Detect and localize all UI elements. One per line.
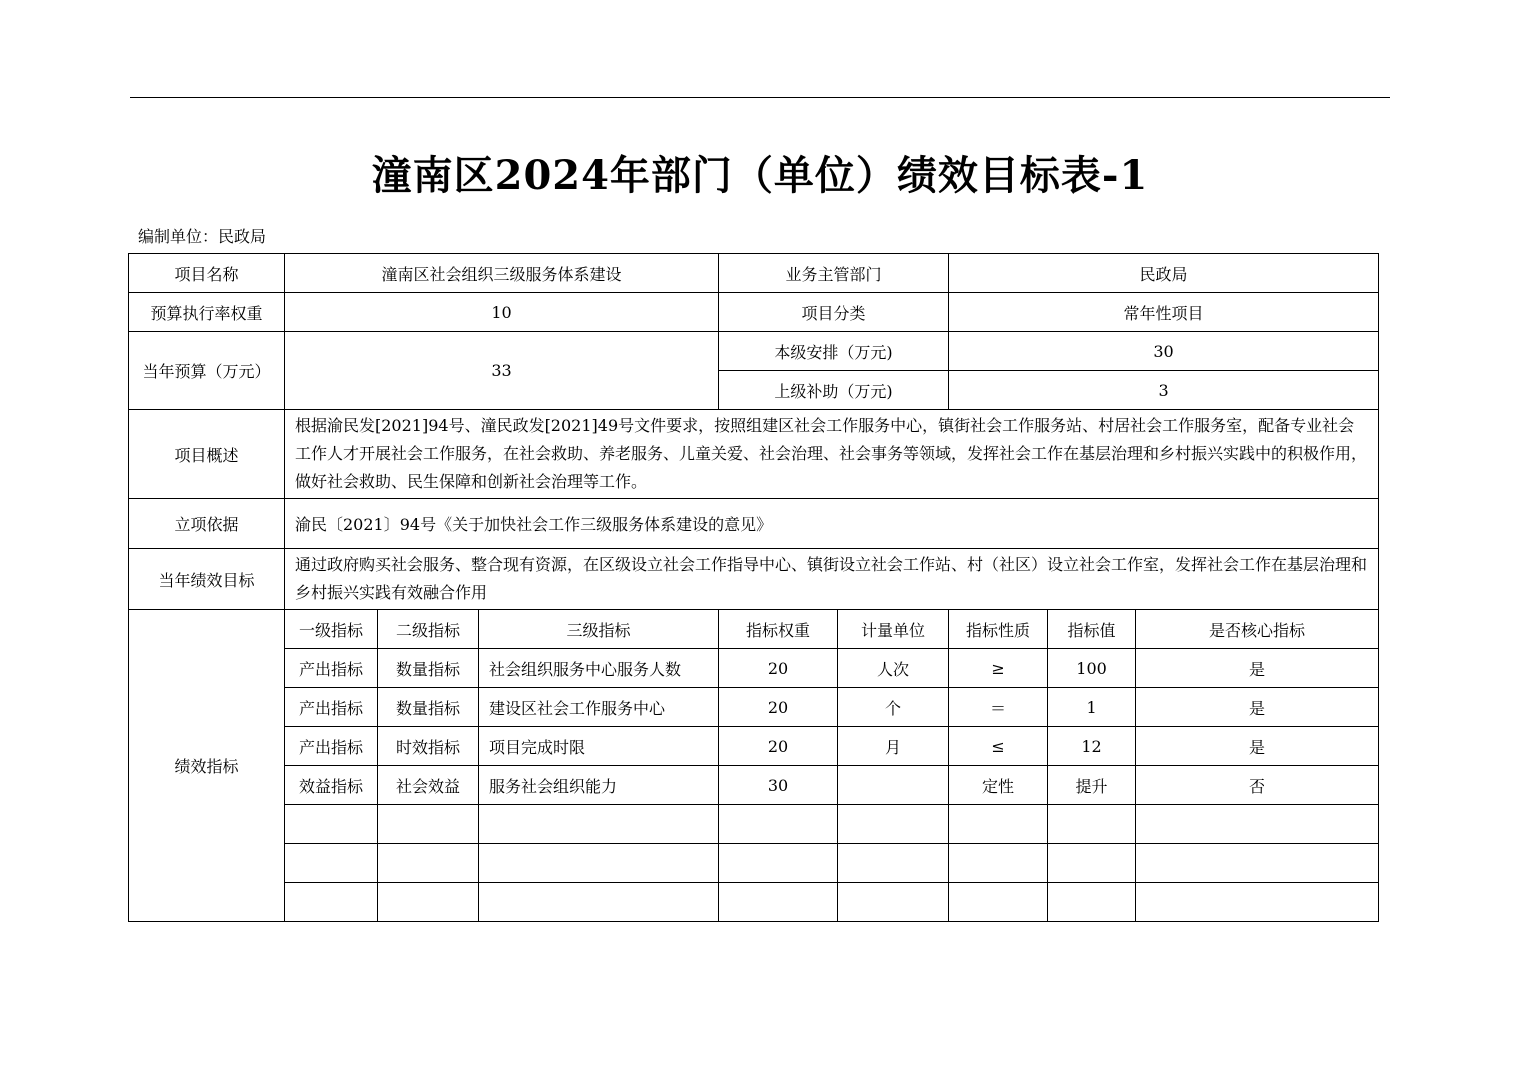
nature-cell: ≤ bbox=[949, 727, 1048, 766]
level2-cell: 数量指标 bbox=[378, 688, 479, 727]
weight-cell: 20 bbox=[719, 688, 838, 727]
indicator-row bbox=[129, 727, 1379, 766]
empty-cell bbox=[1048, 805, 1136, 844]
empty-cell bbox=[719, 805, 838, 844]
empty-indicator-row bbox=[129, 844, 1379, 883]
upper-subsidy-label: 上级补助（万元) bbox=[719, 371, 949, 410]
empty-cell bbox=[719, 844, 838, 883]
top-rule bbox=[130, 97, 1390, 98]
local-budget-label: 本级安排（万元) bbox=[719, 332, 949, 371]
empty-cell bbox=[838, 805, 949, 844]
project-name-label: 项目名称 bbox=[129, 254, 285, 293]
unit-cell: 个 bbox=[838, 688, 949, 727]
compiling-unit: 编制单位：民政局 bbox=[138, 227, 267, 246]
level3-cell: 项目完成时限 bbox=[479, 727, 719, 766]
empty-cell bbox=[285, 883, 378, 922]
basis-text: 渝民〔2021〕94号《关于加快社会工作三级服务体系建设的意见》 bbox=[285, 499, 1379, 549]
empty-cell bbox=[1048, 844, 1136, 883]
document-title: 潼南区2024年部门（单位）绩效目标表-1 bbox=[371, 152, 1149, 199]
header-nature: 指标性质 bbox=[949, 610, 1048, 649]
value-cell: 100 bbox=[1048, 649, 1136, 688]
overview-text: 根据渝民发[2021]94号、潼民政发[2021]49号文件要求，按照组建区社会工作服务中心，镇街社会工作服务站、村居社会工作服务室，配备专业社会工作人才开展社会工作服务，在社会救助、养老服务、儿童关爱、社会治理、社会事务等领域，发挥社会工作在基层治理和乡村振兴实践中的积极作用，做好社会救助、民生保障和创新社会治理等工作。 bbox=[285, 410, 1379, 499]
empty-cell bbox=[1048, 883, 1136, 922]
header-level2: 二级指标 bbox=[378, 610, 479, 649]
level1-cell: 产出指标 bbox=[285, 649, 378, 688]
header-unit: 计量单位 bbox=[838, 610, 949, 649]
level1-cell: 产出指标 bbox=[285, 727, 378, 766]
level1-cell: 产出指标 bbox=[285, 688, 378, 727]
empty-cell bbox=[378, 805, 479, 844]
empty-cell bbox=[378, 883, 479, 922]
basis-label: 立项依据 bbox=[129, 499, 285, 549]
empty-cell bbox=[719, 883, 838, 922]
indicator-row bbox=[129, 649, 1379, 688]
level3-cell: 社会组织服务中心服务人数 bbox=[479, 649, 719, 688]
empty-cell bbox=[1136, 883, 1379, 922]
value-cell: 1 bbox=[1048, 688, 1136, 727]
core-cell: 否 bbox=[1136, 766, 1379, 805]
budget-weight-value: 10 bbox=[285, 293, 719, 332]
empty-cell bbox=[949, 883, 1048, 922]
indicator-row bbox=[129, 766, 1379, 805]
empty-cell bbox=[285, 805, 378, 844]
empty-cell bbox=[479, 883, 719, 922]
overview-label: 项目概述 bbox=[129, 410, 285, 499]
local-budget-value: 30 bbox=[949, 332, 1379, 371]
empty-cell bbox=[1136, 844, 1379, 883]
level2-cell: 时效指标 bbox=[378, 727, 479, 766]
empty-cell bbox=[1136, 805, 1379, 844]
header-level3: 三级指标 bbox=[479, 610, 719, 649]
level3-cell: 服务社会组织能力 bbox=[479, 766, 719, 805]
core-cell: 是 bbox=[1136, 649, 1379, 688]
performance-table bbox=[128, 253, 1379, 922]
level3-cell: 建设区社会工作服务中心 bbox=[479, 688, 719, 727]
upper-subsidy-value: 3 bbox=[949, 371, 1379, 410]
empty-cell bbox=[838, 844, 949, 883]
level1-cell: 效益指标 bbox=[285, 766, 378, 805]
core-cell: 是 bbox=[1136, 727, 1379, 766]
empty-cell bbox=[949, 844, 1048, 883]
header-weight: 指标权重 bbox=[719, 610, 838, 649]
empty-cell bbox=[949, 805, 1048, 844]
budget-weight-label: 预算执行率权重 bbox=[129, 293, 285, 332]
indicators-section-label: 绩效指标 bbox=[129, 610, 285, 922]
header-core: 是否核心指标 bbox=[1136, 610, 1379, 649]
empty-cell bbox=[378, 844, 479, 883]
nature-cell: ＝ bbox=[949, 688, 1048, 727]
empty-cell bbox=[838, 883, 949, 922]
goal-text: 通过政府购买社会服务、整合现有资源，在区级设立社会工作指导中心、镇街设立社会工作站、村（社区）设立社会工作室，发挥社会工作在基层治理和乡村振兴实践有效融合作用 bbox=[285, 549, 1379, 610]
empty-indicator-row bbox=[129, 805, 1379, 844]
dept-value: 民政局 bbox=[949, 254, 1379, 293]
category-value: 常年性项目 bbox=[949, 293, 1379, 332]
weight-cell: 20 bbox=[719, 727, 838, 766]
core-cell: 是 bbox=[1136, 688, 1379, 727]
goal-label: 当年绩效目标 bbox=[129, 549, 285, 610]
empty-cell bbox=[479, 805, 719, 844]
header-value: 指标值 bbox=[1048, 610, 1136, 649]
annual-budget-label: 当年预算（万元） bbox=[129, 332, 285, 410]
category-label: 项目分类 bbox=[719, 293, 949, 332]
unit-cell bbox=[838, 766, 949, 805]
unit-cell: 月 bbox=[838, 727, 949, 766]
empty-indicator-row bbox=[129, 883, 1379, 922]
value-cell: 提升 bbox=[1048, 766, 1136, 805]
weight-cell: 30 bbox=[719, 766, 838, 805]
indicator-row bbox=[129, 688, 1379, 727]
annual-budget-value: 33 bbox=[285, 332, 719, 410]
project-name-value: 潼南区社会组织三级服务体系建设 bbox=[285, 254, 719, 293]
level2-cell: 数量指标 bbox=[378, 649, 479, 688]
dept-label: 业务主管部门 bbox=[719, 254, 949, 293]
nature-cell: ≥ bbox=[949, 649, 1048, 688]
empty-cell bbox=[479, 844, 719, 883]
nature-cell: 定性 bbox=[949, 766, 1048, 805]
empty-cell bbox=[285, 844, 378, 883]
weight-cell: 20 bbox=[719, 649, 838, 688]
value-cell: 12 bbox=[1048, 727, 1136, 766]
unit-cell: 人次 bbox=[838, 649, 949, 688]
level2-cell: 社会效益 bbox=[378, 766, 479, 805]
header-level1: 一级指标 bbox=[285, 610, 378, 649]
